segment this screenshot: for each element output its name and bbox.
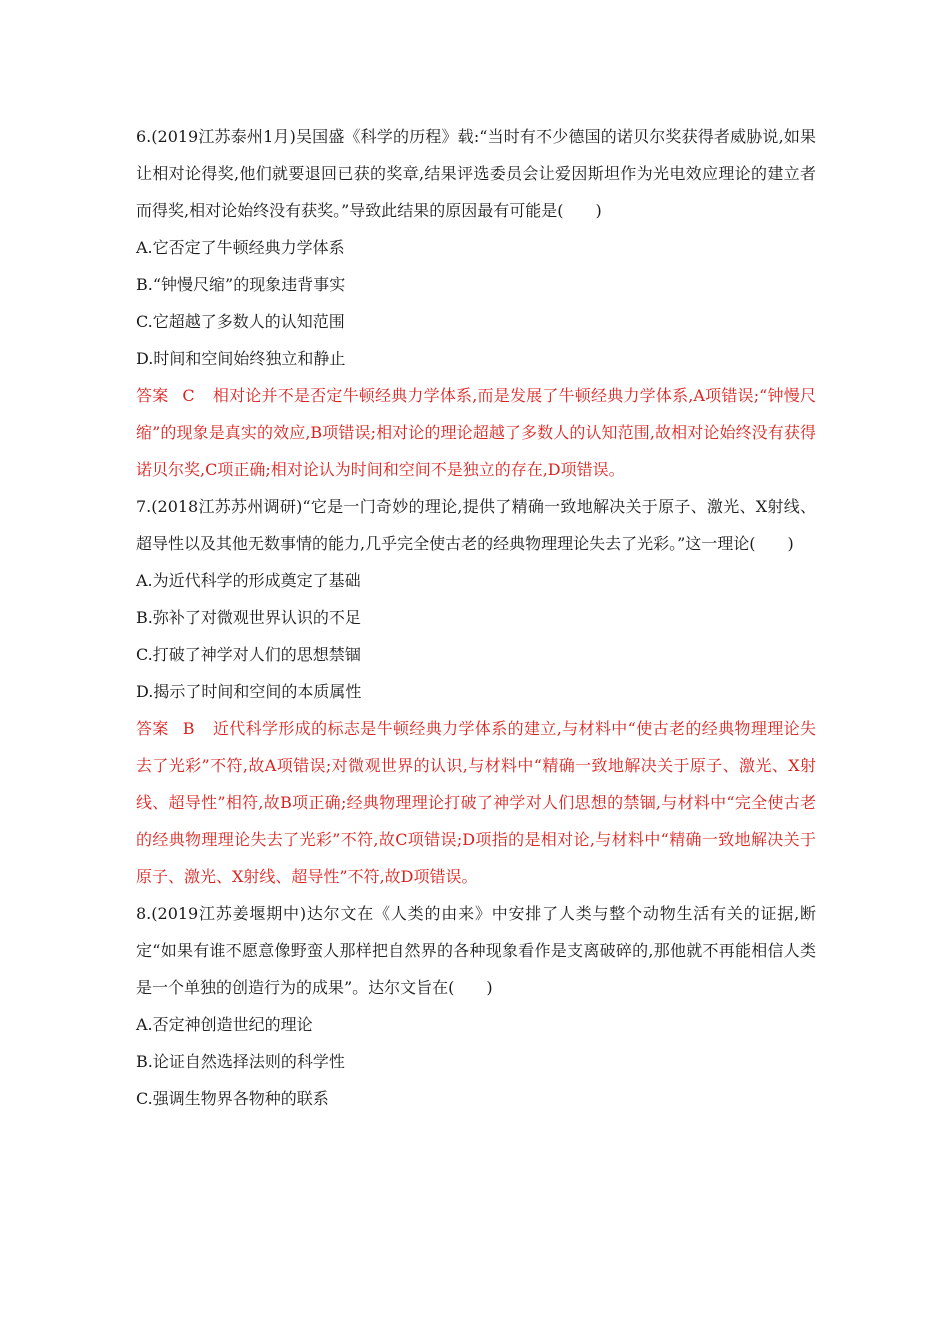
option-b: B.弥补了对微观世界认识的不足 — [136, 608, 361, 627]
document-page — [136, 118, 816, 1117]
question-stem — [136, 118, 816, 229]
option-c: C.打破了神学对人们的思想禁锢 — [136, 645, 361, 664]
answer-block — [136, 377, 816, 488]
question-stem-text: 7.(2018江苏苏州调研)“它是一门奇妙的理论,提供了精确一致地解决关于原子、激光、X射线、超导性以及其他无数事情的能力,几乎完全使古老的经典物理理论失去了光彩。”这一理论( ) — [136, 497, 816, 553]
option-c: C.强调生物界各物种的联系 — [136, 1089, 329, 1108]
question-stem-text: 8.(2019江苏姜堰期中)达尔文在《人类的由来》中安排了人类与整个动物生活有关的证据,断定“如果有谁不愿意像野蛮人那样把自然界的各种现象看作是支离破碎的,那他就不再能相信人类是一个单独的创造行为的成果”。达尔文旨在( ) — [136, 904, 816, 997]
option-d: D.时间和空间始终独立和静止 — [136, 349, 346, 368]
answer-explanation: 近代科学形成的标志是牛顿经典力学体系的建立,与材料中“使古老的经典物理理论失去了光彩”不符,故A项错误;对微观世界的认识,与材料中“精确一致地解决关于原子、激光、X射线、超导性”相符,故B项正确;经典物理理论打破了神学对人们思想的禁锢,与材料中“完全使古老的经典物理理论失去了光彩”不符,故C项错误;D项指的是相对论,与材料中“精确一致地解决关于原子、激光、X射线、超导性”不符,故D项错误。 — [136, 719, 816, 886]
question-8 — [136, 895, 816, 1117]
option-a: A.为近代科学的形成奠定了基础 — [136, 571, 361, 590]
option-b: B.论证自然选择法则的科学性 — [136, 1052, 345, 1071]
answer-key: C — [182, 386, 195, 405]
question-stem — [136, 488, 816, 562]
option-a: A.它否定了牛顿经典力学体系 — [136, 238, 345, 257]
answer-block — [136, 710, 816, 895]
question-stem-text: 6.(2019江苏泰州1月)吴国盛《科学的历程》载:“当时有不少德国的诺贝尔奖获得者威胁说,如果让相对论得奖,他们就要退回已获的奖章,结果评选委员会让爱因斯坦作为光电效应理论的建立者而得奖,相对论始终没有获奖。”导致此结果的原因最有可能是( ) — [136, 127, 816, 220]
question-6 — [136, 118, 816, 488]
answer-paragraph — [136, 377, 816, 488]
answer-key: B — [182, 719, 195, 738]
answer-explanation: 相对论并不是否定牛顿经典力学体系,而是发展了牛顿经典力学体系,A项错误;“钟慢尺缩”的现象是真实的效应,B项错误;相对论的理论超越了多数人的认知范围,故相对论始终没有获得诺贝尔奖,C项正确;相对论认为时间和空间不是独立的存在,D项错误。 — [136, 386, 816, 479]
answer-label: 答案 — [136, 386, 169, 405]
option-c: C.它超越了多数人的认知范围 — [136, 312, 345, 331]
option-b: B.“钟慢尺缩”的现象违背事实 — [136, 275, 346, 294]
answer-paragraph — [136, 710, 816, 895]
option-d: D.揭示了时间和空间的本质属性 — [136, 682, 362, 701]
question-stem — [136, 895, 816, 1006]
answer-label: 答案 — [136, 719, 169, 738]
question-7 — [136, 488, 816, 895]
option-a: A.否定神创造世纪的理论 — [136, 1015, 313, 1034]
